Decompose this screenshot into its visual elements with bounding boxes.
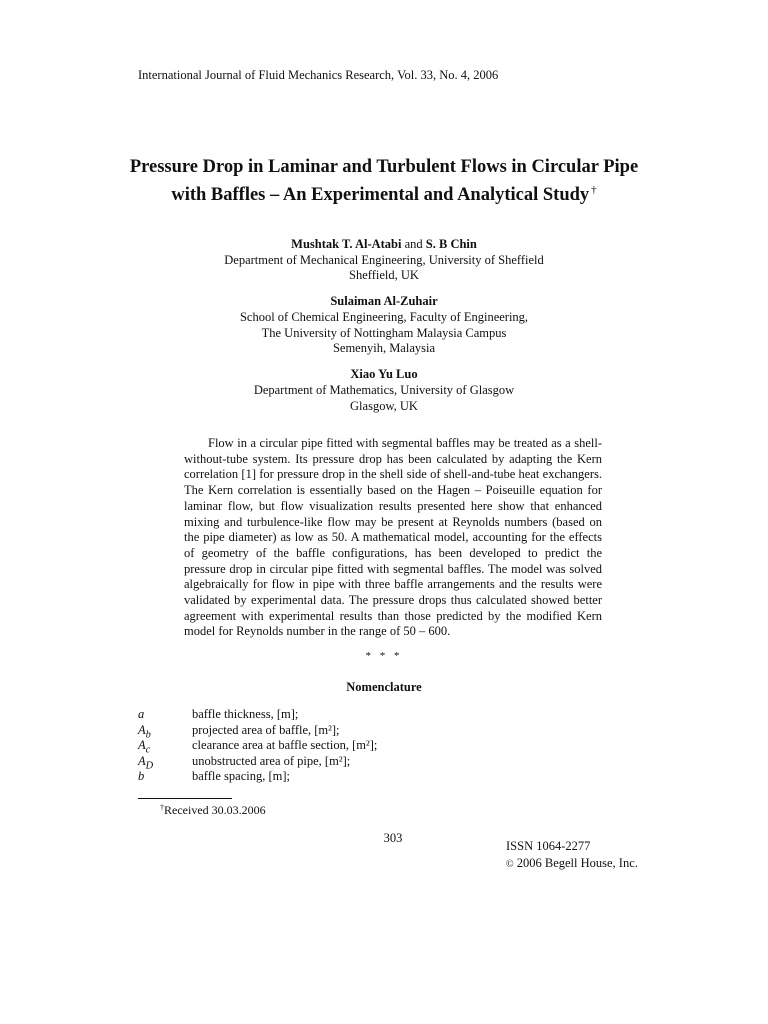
- paper-title: [0, 156, 768, 207]
- author-block-3: [0, 367, 768, 414]
- footnote: [160, 803, 266, 818]
- affiliation-place: Sheffield, UK: [349, 268, 419, 283]
- affiliation-dept: Department of Mechanical Engineering, University of Sheffield: [224, 252, 544, 267]
- nomenclature-symbol: [138, 707, 192, 723]
- author-name: Mushtak T. Al-Atabi: [291, 237, 402, 251]
- section-separator: * * *: [365, 650, 403, 662]
- abstract: [184, 436, 602, 640]
- symbol-base: A: [138, 738, 146, 752]
- footnote-rule: [138, 798, 232, 799]
- author-name: Sulaiman Al-Zuhair: [330, 294, 438, 309]
- title-line-2: [0, 179, 768, 207]
- affiliation-place: Glasgow, UK: [350, 398, 418, 413]
- symbol-base: a: [138, 707, 145, 721]
- nomenclature-row: [138, 707, 377, 723]
- nomenclature-row: [138, 723, 377, 739]
- affiliation-place: Semenyih, Malaysia: [332, 341, 436, 356]
- footnote-mark: †: [160, 803, 164, 812]
- nomenclature-row: [138, 738, 377, 754]
- symbol-subscript: D: [145, 760, 154, 771]
- symbol-subscript: b: [145, 729, 151, 740]
- nomenclature-heading: Nomenclature: [346, 680, 422, 694]
- symbol-base: b: [138, 769, 145, 783]
- author-block-2: [0, 294, 768, 356]
- symbol-base: A: [138, 753, 146, 768]
- author-name: Xiao Yu Luo: [350, 367, 418, 382]
- nomenclature-symbol: [138, 738, 192, 754]
- copyright-text: 2006 Begell House, Inc.: [516, 856, 638, 870]
- affiliation-dept: Department of Mathematics, University of Glasgow: [253, 382, 515, 397]
- nomenclature-symbol: [138, 769, 192, 785]
- nomenclature-description: baffle thickness, [m];: [192, 707, 299, 721]
- nomenclature-description: projected area of baffle, [m²];: [192, 722, 340, 737]
- footnote-text: Received 30.03.2006: [164, 803, 266, 817]
- nomenclature-row: [138, 754, 377, 770]
- issn: ISSN 1064-2277: [506, 839, 591, 853]
- title-line-1: Pressure Drop in Laminar and Turbulent Flows in Circular Pipe: [129, 157, 639, 177]
- affiliation-univ: The University of Nottingham Malaysia Campus: [261, 325, 507, 340]
- copyright-line: [506, 855, 638, 873]
- nomenclature-list: [138, 707, 377, 785]
- symbol-subscript: c: [145, 744, 151, 756]
- nomenclature-row: [138, 769, 377, 785]
- author-list: [0, 237, 768, 425]
- affiliation-dept: School of Chemical Engineering, Faculty of Engineering,: [239, 309, 529, 324]
- nomenclature-description: unobstructed area of pipe, [m²];: [192, 753, 351, 768]
- page-number: 303: [383, 831, 403, 845]
- journal-header: International Journal of Fluid Mechanics Research, Vol. 33, No. 4, 2006: [138, 68, 499, 82]
- abstract-text: Flow in a circular pipe fitted with segmental baffles may be treated as a shell-without-tube system. Its pressure drop has been calculated by adapting the Kern correlation [1] for pressure drop in the shell side of shell-and-tube heat exchangers. The Kern correlation is essentially based on the Hagen – Poiseuille equation for laminar flow, but flow visualization results presented here show that enhanced mixing and turbulence-like flow may be present at Reynolds numbers (based on the pipe diameter) as low as 50. A mathematical model, accounting for the effects of geometry of the baffle configurations, has been developed to predict the pressure drop in circular pipe fitted with segmental baffles. The model was solved algebraically for flow in pipe with three baffle arrangements and the results were validated by experimental data. The pressure drops thus calculated showed better agreement with experimental results than those predicted by the modified Kern model for Reynolds number in the range of 50 – 600.: [184, 436, 602, 639]
- author-conjunction: and: [404, 237, 423, 251]
- author-block-1: [0, 237, 768, 284]
- symbol-base: A: [138, 722, 146, 737]
- title-dagger: †: [591, 184, 597, 196]
- nomenclature-description: baffle spacing, [m];: [192, 769, 290, 783]
- title-line-2-text: with Baffles – An Experimental and Analytical Study: [171, 185, 590, 205]
- nomenclature-symbol: [138, 723, 192, 739]
- copyright-icon: ©: [506, 859, 514, 870]
- nomenclature-description: clearance area at baffle section, [m²];: [192, 738, 378, 752]
- nomenclature-symbol: [138, 754, 192, 770]
- publisher-info: [506, 838, 638, 873]
- author-names-1: [0, 237, 768, 253]
- author-name: S. B Chin: [425, 237, 477, 251]
